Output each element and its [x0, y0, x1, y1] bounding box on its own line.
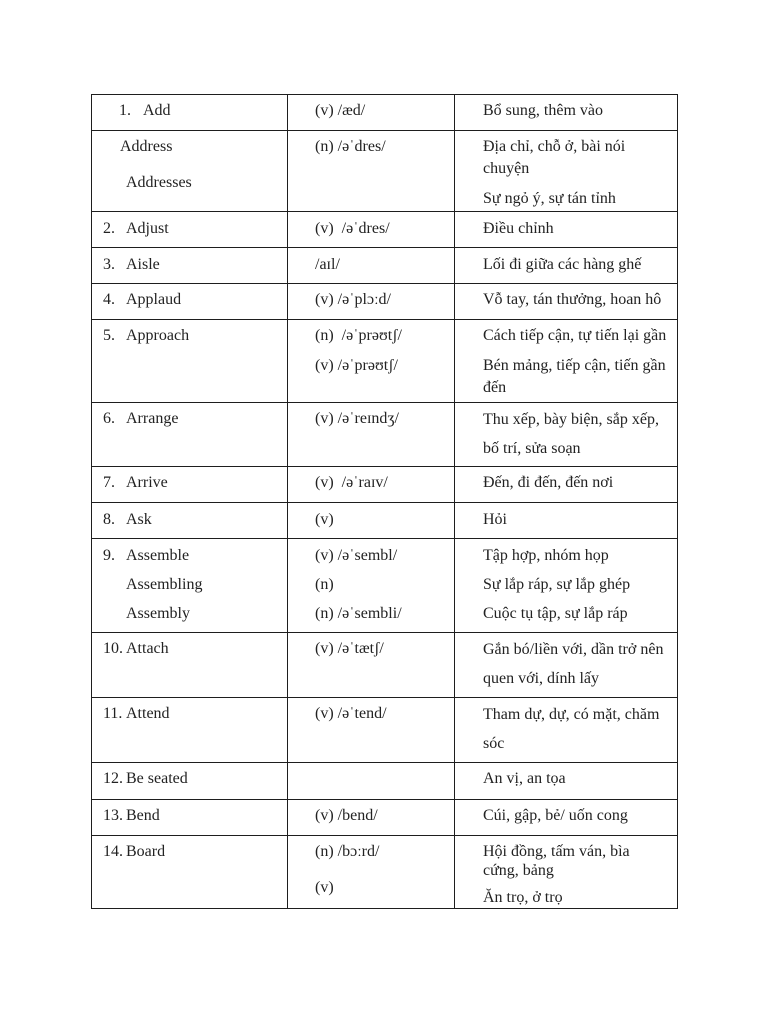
- headword: Be seated: [126, 770, 188, 787]
- pronunciation-cell: [288, 698, 454, 762]
- row-number: 8.: [103, 511, 115, 528]
- meaning-cell: [455, 320, 677, 402]
- pronunciation-cell: [288, 284, 454, 319]
- pronunciation: (v) /æd/: [315, 102, 366, 119]
- pronunciation-cell: [288, 503, 454, 538]
- meaning-cell: [455, 131, 677, 211]
- pronunciation: /aɪl/: [315, 256, 340, 273]
- pronunciation: (v) /əˈprəʊtʃ/: [315, 357, 398, 374]
- meaning: Lối đi giữa các hàng ghế: [483, 256, 642, 273]
- pronunciation: (n): [315, 576, 334, 593]
- table-row: [91, 697, 678, 763]
- headword: Approach: [126, 327, 190, 344]
- pronunciation: (n) /bɔːrd/: [315, 843, 380, 860]
- pronunciation-cell: [288, 248, 454, 283]
- pronunciation-cell: [288, 95, 454, 130]
- meaning-cell: [455, 467, 677, 502]
- pronunciation-cell: [288, 467, 454, 502]
- row-number: 5.: [103, 327, 115, 344]
- pronunciation: (v) /bend/: [315, 807, 378, 824]
- row-number: 14.: [103, 843, 123, 860]
- word-cell: [92, 248, 287, 283]
- headword: Aisle: [126, 256, 160, 273]
- meaning: Vỗ tay, tán thưởng, hoan hô: [483, 291, 662, 308]
- meaning: Tham dự, dự, có mặt, chăm sóc: [483, 706, 664, 752]
- pronunciation: (v) /əˈtætʃ/: [315, 640, 384, 657]
- word-cell: [92, 539, 287, 632]
- pronunciation-cell: [288, 320, 454, 402]
- pronunciation-cell: [288, 800, 454, 835]
- table-row: [91, 762, 678, 800]
- table-row: [91, 247, 678, 284]
- meaning: Điều chỉnh: [483, 220, 554, 237]
- table-row: [91, 632, 678, 698]
- row-number: 1.: [119, 102, 131, 119]
- vocabulary-table: [91, 94, 678, 909]
- meaning-cell: [455, 800, 677, 835]
- word-cell: [92, 503, 287, 538]
- row-number: 13.: [103, 807, 123, 824]
- meaning: Thu xếp, bày biện, sắp xếp, bố trí, sửa soạn: [483, 411, 663, 457]
- meaning: Bén mảng, tiếp cận, tiến gần đến: [483, 357, 670, 396]
- pronunciation-cell: [288, 633, 454, 697]
- meaning-cell: [455, 403, 677, 466]
- row-number: 12.: [103, 770, 123, 787]
- row-number: 10.: [103, 640, 123, 657]
- row-number: 11.: [103, 705, 123, 722]
- word-cell: [92, 467, 287, 502]
- table-row: [91, 319, 678, 403]
- table-row: [91, 130, 678, 212]
- meaning-cell: [455, 212, 677, 247]
- row-number: 7.: [103, 474, 115, 491]
- pronunciation: (v) /əˈraɪv/: [315, 474, 388, 491]
- table-row: [91, 211, 678, 248]
- headword: Assemble: [126, 547, 190, 564]
- row-number: 9.: [103, 547, 115, 564]
- headword: Arrange: [126, 410, 179, 427]
- word-cell: [92, 633, 287, 697]
- meaning-cell: [455, 95, 677, 130]
- headword: Assembly: [126, 605, 190, 622]
- table-row: [91, 799, 678, 836]
- column-divider: [287, 94, 288, 909]
- headword: Arrive: [126, 474, 168, 491]
- word-cell: [92, 284, 287, 319]
- table-row: [91, 466, 678, 503]
- meaning-cell: [455, 248, 677, 283]
- pronunciation: (v) /əˈtend/: [315, 705, 387, 722]
- pronunciation: (v) /əˈreɪndʒ/: [315, 410, 399, 427]
- pronunciation-cell: [288, 539, 454, 632]
- meaning: Địa chỉ, chỗ ở, bài nói chuyện: [483, 138, 630, 177]
- pronunciation: (v) /əˈsembl/: [315, 547, 398, 564]
- meaning: Bổ sung, thêm vào: [483, 102, 603, 119]
- meaning: Tập hợp, nhóm họp: [483, 547, 609, 564]
- pronunciation: (v) /əˈdres/: [315, 220, 390, 237]
- meaning: Cúi, gập, bẻ/ uốn cong: [483, 807, 628, 824]
- meaning-cell: [455, 503, 677, 538]
- row-number: 2.: [103, 220, 115, 237]
- column-divider: [454, 94, 455, 909]
- meaning: Đến, đi đến, đến nơi: [483, 474, 614, 491]
- meaning: Ăn trọ, ở trọ: [483, 889, 563, 906]
- row-number: 6.: [103, 410, 115, 427]
- headword: Add: [143, 102, 171, 119]
- meaning-cell: [455, 284, 677, 319]
- row-number: 3.: [103, 256, 115, 273]
- word-cell: [92, 800, 287, 835]
- headword: Adjust: [126, 220, 169, 237]
- row-number: 4.: [103, 291, 115, 308]
- meaning: Sự ngỏ ý, sự tán tỉnh: [483, 190, 616, 207]
- word-cell: [92, 698, 287, 762]
- headword: Attach: [126, 640, 169, 657]
- pronunciation: (n) /əˈsembli/: [315, 605, 402, 622]
- meaning: Hỏi: [483, 511, 507, 528]
- headword: Address: [120, 138, 173, 155]
- meaning-cell: [455, 539, 677, 632]
- meaning: Cách tiếp cận, tự tiến lại gần: [483, 327, 667, 344]
- pronunciation: (v): [315, 879, 334, 896]
- meaning: Gắn bó/liền với, dần trở nên quen với, dính lấy: [483, 641, 668, 687]
- pronunciation-cell: [288, 131, 454, 211]
- table-row: [91, 283, 678, 320]
- word-cell: [92, 403, 287, 466]
- pronunciation-cell: [288, 403, 454, 466]
- table-row: [91, 402, 678, 467]
- pronunciation: (v): [315, 511, 334, 528]
- headword: Attend: [126, 705, 170, 722]
- pronunciation-cell: [288, 836, 454, 908]
- meaning: Cuộc tụ tập, sự lắp ráp: [483, 605, 628, 622]
- word-cell: [92, 212, 287, 247]
- pronunciation-cell: [288, 763, 454, 799]
- meaning: Hội đồng, tấm ván, bìa cứng, bảng: [483, 843, 634, 879]
- meaning-cell: [455, 836, 677, 908]
- meaning-cell: [455, 633, 677, 697]
- word-cell: [92, 320, 287, 402]
- headword: Assembling: [126, 576, 203, 593]
- meaning: Sự lắp ráp, sự lắp ghép: [483, 576, 631, 593]
- table-row: [91, 538, 678, 633]
- word-cell: [92, 836, 287, 908]
- meaning: An vị, an tọa: [483, 770, 566, 787]
- word-cell: [92, 95, 287, 130]
- meaning-cell: [455, 763, 677, 799]
- word-cell: [92, 131, 287, 211]
- pronunciation: (n) /əˈdres/: [315, 138, 386, 155]
- headword: Ask: [126, 511, 152, 528]
- headword: Addresses: [126, 174, 192, 191]
- table-row: [91, 94, 678, 131]
- pronunciation: (v) /əˈplɔːd/: [315, 291, 391, 308]
- headword: Board: [126, 843, 166, 860]
- headword: Bend: [126, 807, 160, 824]
- pronunciation: (n) /əˈprəʊtʃ/: [315, 327, 402, 344]
- table-row: [91, 835, 678, 909]
- pronunciation-cell: [288, 212, 454, 247]
- headword: Applaud: [126, 291, 182, 308]
- table-row: [91, 502, 678, 539]
- meaning-cell: [455, 698, 677, 762]
- word-cell: [92, 763, 287, 799]
